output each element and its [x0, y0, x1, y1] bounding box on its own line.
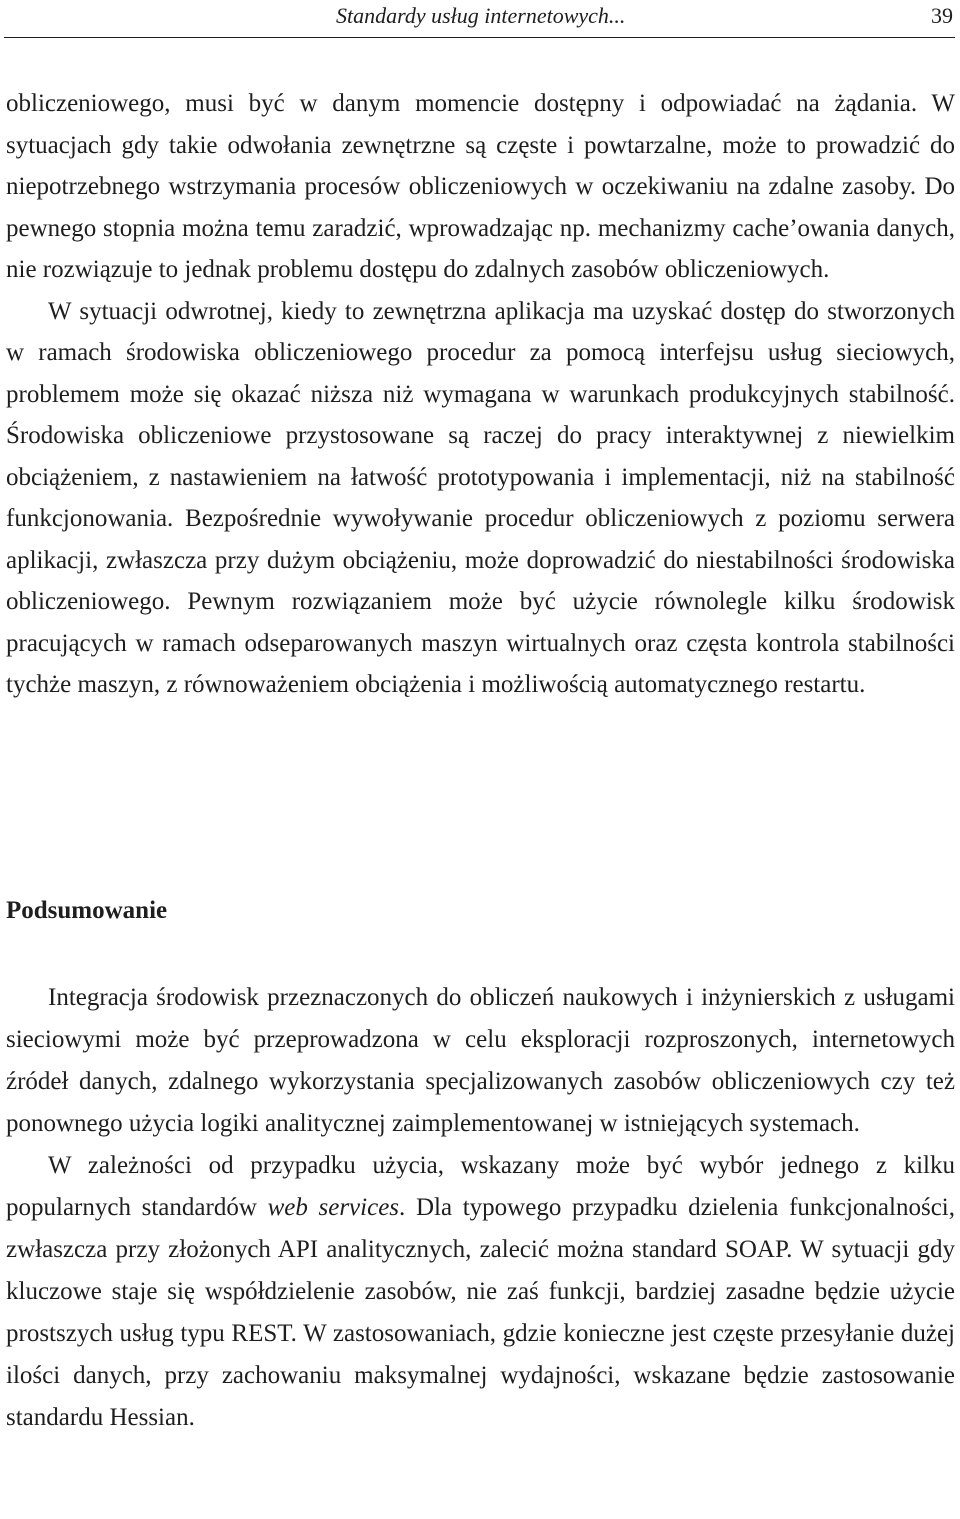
paragraph-standards-end: . Dla typowego przypadku dzielenia funkcjonalności, zwłaszcza przy złożonych API analitycznych, zalecić można standard SOAP. W sytuacji gdy kluczowe staje się współdzielenie zasobów, nie zaś funkcji, bardziej zasadne będzie użycie prostszych usług typu REST. W zastosowaniach, gdzie konieczne jest częste przesyłanie dużej ilości danych, przy zachowaniu maksymalnej wydajności, wskazane będzie zastosowanie standardu Hessian.	[6, 1194, 955, 1431]
paragraph-continuation: obliczeniowego, musi być w danym momencie dostępny i odpowiadać na żądania. W sytuacjach gdy takie odwołania zewnętrzne są częste i powtarzalne, może to prowadzić do niepotrzebnego wstrzymania procesów obliczeniowych w oczekiwaniu na zdalne zasoby. Do pewnego stopnia można temu zaradzić, wprowadzając np. mechanizmy cache’owania danych, nie rozwiązuje to jednak problemu dostępu do zdalnych zasobów obliczeniowych.	[6, 90, 955, 283]
paragraph-standards-start: W zależności od przypadku użycia, wskazany może być wybór jednego z kilku popularnych standardów	[6, 1152, 955, 1221]
paragraph-standards	[6, 1145, 955, 1439]
section-heading: Podsumowanie	[6, 897, 168, 924]
running-header	[4, 0, 955, 38]
running-title: Standardy usług internetowych...	[336, 3, 626, 28]
body-text-summary	[6, 977, 955, 1439]
paragraph-stability: W sytuacji odwrotnej, kiedy to zewnętrzna aplikacja ma uzyskać dostęp do stworzonych w ramach środowiska obliczeniowego procedur za pomocą interfejsu usług sieciowych, problemem może się okazać niższa niż wymagana w warunkach produkcyjnych stabilność. Środowiska obliczeniowe przystosowane są raczej do pracy interaktywnej z niewielkim obciążeniem, z nastawieniem na łatwość prototypowania i implementacji, niż na stabilność funkcjonowania. Bezpośrednie wywoływanie procedur obliczeniowych z poziomu serwera aplikacji, zwłaszcza przy dużym obciążeniu, może doprowadzić do niestabilności środowiska obliczeniowego. Pewnym rozwiązaniem może być użycie równolegle kilku środowisk pracujących w ramach odseparowanych maszyn wirtualnych oraz częsta kontrola stabilności tychże maszyn, z równoważeniem obciążenia i możliwością automatycznego restartu.	[6, 297, 955, 698]
paragraph-integration: Integracja środowisk przeznaczonych do obliczeń naukowych i inżynierskich z usługami sieciowymi może być przeprowadzona w celu eksploracji rozproszonych, internetowych źródeł danych, zdalnego wykorzystania specjalizowanych zasobów obliczeniowych czy też ponownego użycia logiki analitycznej zaimplementowanej w istniejących systemach.	[6, 984, 955, 1137]
body-text-upper	[6, 83, 955, 706]
web-services-term: web services	[267, 1194, 400, 1221]
page-number: 39	[931, 3, 953, 28]
